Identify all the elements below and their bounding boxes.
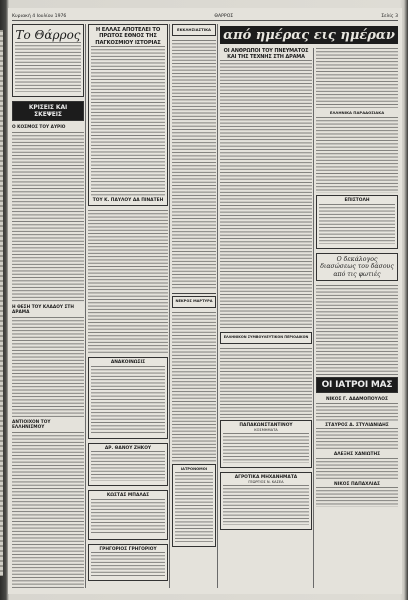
doctor-2-name: ΣΤΑΥΡΟΣ Δ. ΣΤΥΛΙΑΝΙΔΗΣ xyxy=(325,422,389,428)
column-5-body-mid xyxy=(316,117,398,193)
masthead-text xyxy=(15,42,81,92)
article-2-subhead: Η ΘΕΣΗ ΤΟΥ ΚΛΑΔΟΥ ΣΤΗ ΔΡΑΜΑ xyxy=(12,304,74,315)
announcement-box xyxy=(88,357,168,439)
running-head-right: Σελίς 3 xyxy=(381,13,398,19)
ad-box-2 xyxy=(88,490,168,540)
doctor-3-details xyxy=(316,458,398,480)
running-head-center: ΘΑΡΡΟΣ xyxy=(214,13,234,19)
column-4-body-2 xyxy=(220,348,312,418)
doctors-headline: ΟΙ ΙΑΤΡΟΙ ΜΑΣ xyxy=(321,380,393,390)
ad-1-body xyxy=(91,451,165,481)
forest-quote: Ο δεκάλογος διασώσεως του δάσους από τις φωτιές xyxy=(320,255,394,278)
notice-box xyxy=(172,296,216,308)
column-rule-1 xyxy=(85,24,86,588)
doctor-3-name: ΑΛΕΞΗΣ ΧΑΝΙΩΤΗΣ xyxy=(333,452,381,457)
quote-box xyxy=(316,253,398,282)
jewelry-ad-title: ΠΑΠΑΚΩΝΣΤΑΝΤΙΝΟΥ xyxy=(239,422,293,428)
ad-3-body xyxy=(91,552,165,576)
article-1-subhead: Ο ΚΟΣΜΟΣ ΤΟΥ ΑΥΡΙΟ xyxy=(12,125,66,130)
column-rule-3 xyxy=(217,24,218,588)
agri-ad-body xyxy=(223,485,309,525)
banner-apo-imeras xyxy=(220,26,398,44)
article-3-body xyxy=(12,432,84,591)
doctor-4-name: ΝΙΚΟΣ ΠΑΠΑΧΛΙΑΣ xyxy=(334,481,380,487)
sub-notice-box xyxy=(220,332,312,344)
lead-headline: Η ΕΛΛΑΣ ΑΠΟΤΕΛΕΙ ΤΟ ΠΡΩΤΟΣ ΕΘΝΟΣ ΤΗΣ ΠΑΓΚΟΣΜΙΟΥ ΙΣΤΟΡΙΑΣ xyxy=(95,27,161,46)
announcement-body xyxy=(91,366,165,434)
announcement-title: ΑΝΑΚΟΙΝΩΣΙΣ xyxy=(110,360,146,366)
ad-2-body xyxy=(91,499,165,535)
lead-article-body xyxy=(91,46,165,196)
church-body xyxy=(172,40,216,290)
section-head-kriseis: ΚΡΙΣΕΙΣ ΚΑΙ ΣΚΕΨΕΙΣ xyxy=(28,104,68,118)
column-5 xyxy=(316,48,398,590)
letter-title: ΕΠΙΣΤΟΛΗ xyxy=(344,198,370,203)
running-head-left: Κυριακή 4 Ιουλίου 1976 xyxy=(12,13,67,19)
jewelry-ad-body xyxy=(223,433,309,463)
church-title: ΕΚΚΛΗΣΙΑΣΤΙΚΑ xyxy=(176,27,212,32)
jewelry-ad-box xyxy=(220,420,312,468)
column-4 xyxy=(220,48,312,590)
doctors-ad-box xyxy=(172,464,216,548)
letter-box xyxy=(316,195,398,249)
binding-edge xyxy=(0,30,3,576)
column-1 xyxy=(12,24,84,590)
column-4-lead-title: ΟΙ ΑΝΘΡΩΠΟΙ ΤΟΥ ΠΝΕΥΜΑΤΟΣ ΚΑΙ ΤΗΣ ΤΕΧΝΗΣ ΣΤΗ ΔΡΑΜΑ xyxy=(223,48,309,60)
ad-2-title: ΚΩΣΤΑΣ ΜΠΑΛΑΣ xyxy=(106,493,150,499)
notice-title: ΝΕΚΡΟΣ ΜΑΡΤΥΡΑ xyxy=(175,299,213,304)
quote-body xyxy=(316,285,398,375)
column-4-body xyxy=(220,60,312,330)
ad-box-1 xyxy=(88,443,168,487)
doctor-2-details xyxy=(316,428,398,450)
agri-ad-title: ΑΓΡΟΤΙΚΑ ΜΗΧΑΝΗΜΑΤΑ xyxy=(234,474,298,480)
masthead-box xyxy=(12,24,84,97)
article-1-body xyxy=(12,132,84,302)
ad-1-title: ΔΡ. ΘΑΝΟΥ ΖΗΚΟΥ xyxy=(104,445,152,451)
doctors-headline-box xyxy=(316,377,398,393)
column-2 xyxy=(88,24,168,590)
column-3 xyxy=(172,24,216,590)
doctor-1-details xyxy=(316,403,398,421)
ad-3-title: ΓΡΗΓΟΡΙΟΣ ΓΡΗΓΟΡΙΟΥ xyxy=(99,546,157,552)
agri-ad-box xyxy=(220,472,312,530)
doctors-ad-title: ΙΑΤΡΟΝΟΜΟΙ xyxy=(180,466,208,471)
masthead-title: Το Θάρρος xyxy=(15,28,81,42)
jewelry-ad-sub: ΚΟΣΜΗΜΑΤΑ xyxy=(254,428,278,432)
banner-art xyxy=(220,26,398,44)
section-head-box xyxy=(12,101,84,121)
column-5-body-top xyxy=(316,48,398,108)
church-box xyxy=(172,24,216,36)
running-head xyxy=(12,12,398,21)
separator xyxy=(172,293,216,294)
ad-box-3 xyxy=(88,544,168,582)
lead-article-continued xyxy=(88,210,168,355)
banner-text: από ημέρας εις ημέραν xyxy=(223,28,395,43)
article-3-subhead: ΑΝΤΙΟΙΧΟΝ ΤΟΥ ΕΛΛΗΝΙΣΜΟΥ xyxy=(12,419,51,430)
lead-article-box xyxy=(88,24,168,206)
notice-body xyxy=(172,312,216,462)
agri-ad-sub: ΓΕΩΡΓΙΟΣ Ν. ΚΑΣΕΑ xyxy=(248,480,284,485)
doctor-4-details xyxy=(316,487,398,507)
column-rule-2 xyxy=(169,24,170,588)
doctor-1-name: ΝΙΚΟΣ Γ. ΑΔΑΜΟΠΟΥΛΟΣ xyxy=(326,397,388,402)
letter-body xyxy=(319,204,395,244)
column-5-caption: ΕΛΛΗΝΙΚΑ ΠΑΡΑΔΟΣΙΑΚΑ xyxy=(329,110,385,115)
doctors-ad-body xyxy=(175,472,213,542)
column-rule-4 xyxy=(313,48,314,588)
sub-notice-title: ΕΛΛΗΝΙΚΟΝ ΣΥΜΒΟΥΛΕΥΤΙΚΟΝ ΠΕΡΙΟΔΙΚΟΝ xyxy=(223,335,309,339)
lead-subhead: ΤΟΥ Κ. ΠΑΥΛΟΥ ΔΑ ΠΙΝΑΤΕΗ xyxy=(92,197,164,203)
newspaper-page xyxy=(8,8,402,594)
article-2-body xyxy=(12,317,84,417)
